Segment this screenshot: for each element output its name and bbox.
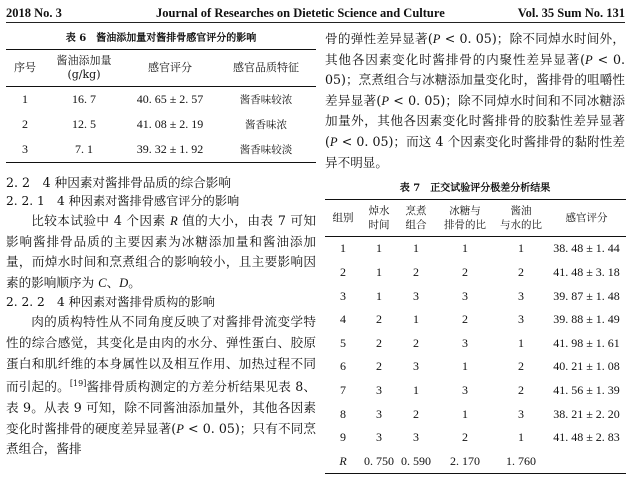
table7-cell: 2: [376, 312, 382, 327]
table7-cell: 1: [376, 241, 382, 256]
table6-header: 感官品质特征: [216, 50, 316, 87]
table7-cell: 41. 56 ± 1. 39: [553, 383, 620, 398]
table7-cell: 2: [413, 335, 419, 350]
table7-cell: 8: [340, 406, 346, 421]
table6-cell: 酱香味较浓: [239, 94, 293, 106]
volume-number: Vol. 35 Sum No. 131: [517, 6, 625, 20]
table-row: [325, 261, 626, 285]
table7-cell: 1: [462, 406, 468, 421]
table6-header: 感官评分: [124, 50, 216, 87]
table7-cell: 1: [376, 288, 382, 303]
table7-cell: 6: [340, 359, 346, 374]
table7-cell: 3: [413, 430, 419, 445]
table7-cell: 1: [462, 359, 468, 374]
table7-cell: 1: [340, 241, 346, 256]
table6-cell: 1: [22, 92, 28, 106]
table7-cell: 41. 48 ± 3. 18: [553, 265, 620, 280]
table6-header: 酱油添加量 (g/kg): [44, 50, 124, 87]
table7: [325, 199, 626, 474]
table6-cell: 16. 7: [72, 92, 96, 106]
table6-cell: 39. 32 ± 1. 92: [124, 137, 216, 163]
table7-cell: 3: [413, 288, 419, 303]
table7-cell: [547, 450, 626, 474]
table7-cell: 1: [518, 430, 524, 445]
table6-cell: 41. 08 ± 2. 19: [136, 117, 204, 131]
issue-number: 2018 No. 3: [6, 6, 62, 20]
table7-cell: 4: [340, 312, 346, 327]
table7-cell: 2: [413, 265, 419, 280]
table7-cell: 2: [462, 430, 468, 445]
table7-cell: 41. 48 ± 2. 83: [553, 430, 620, 445]
table7-cell: 3: [462, 335, 468, 350]
table7-cell: 2: [376, 359, 382, 374]
table7-cell: 3: [376, 383, 382, 398]
journal-title: Journal of Researches on Dietetic Science and Culture: [156, 6, 445, 20]
table7-cell: 3: [376, 406, 382, 421]
table6-cell: 酱香味较淡: [216, 137, 316, 163]
table-row: [325, 284, 626, 308]
header-rule: [6, 22, 625, 23]
table7-cell: 3: [462, 288, 468, 303]
paragraph: 比较本试验中 4 个因素 R 值的大小，由表 7 可知影响酱排骨品质的主要因素为冰糖添加量和酱油添加量，而焯水时间和烹煮组合的影响较小，且主要影响因素的影响顺序为 C、D。: [6, 213, 316, 290]
table7-cell: 1: [413, 312, 419, 327]
table7-cell: 2: [462, 265, 468, 280]
table-row: [6, 137, 316, 163]
table7-cell: 9: [340, 430, 346, 445]
table7-header: 酱油 与水的比: [495, 200, 547, 237]
table7-cell: 2: [376, 335, 382, 350]
table6: [6, 49, 316, 163]
table7-cell: 2: [518, 359, 524, 374]
table7-cell: 40. 21 ± 1. 08: [553, 359, 620, 374]
table-row: [325, 355, 626, 379]
table7-cell: 39. 87 ± 1. 48: [553, 288, 620, 303]
table7-cell: R: [325, 450, 361, 474]
table7-header: 冰糖与 排骨的比: [435, 200, 495, 237]
table6-cell: 12. 5: [72, 117, 96, 131]
table7-header-row: [325, 200, 626, 237]
table7-cell: 3: [413, 359, 419, 374]
table7-cell: 2: [340, 265, 346, 280]
table6-caption: 表 6 酱油添加量对酱排骨感官评分的影响: [65, 33, 257, 44]
table7-cell: 1: [462, 241, 468, 256]
paragraph: 肉的质构特性从不同角度反映了对酱排骨流变学特性的综合感觉，其变化是由肉的水分、弹性蛋白、胶原蛋白和肌纤维的本身属性以及相互作用、加热过程不同而引起的。[19]酱排骨质构测定的方差分析结果见表 8、表 9。从表 9 可知，除不同酱油添加量外，其他各因素变化时酱排骨的硬度差异显著(P < 0. 05)；只有不同烹煮组合，酱排: [6, 314, 316, 457]
table-row: [325, 426, 626, 450]
table7-header: 焯水 时间: [361, 200, 397, 237]
table-row: [6, 112, 316, 137]
table7-cell: 1: [413, 241, 419, 256]
table7-cell: 1: [413, 383, 419, 398]
table7-cell: 3: [518, 288, 524, 303]
table7-cell: 1: [518, 241, 524, 256]
section-heading-2-2-2: 2. 2. 2 4 种因素对酱排骨质构的影响: [6, 295, 215, 310]
table7-cell: 3: [340, 288, 346, 303]
left-column: [6, 29, 316, 460]
table-row: [325, 237, 626, 261]
table-row: [6, 87, 316, 113]
table-row: [325, 332, 626, 356]
table7-cell: 2: [462, 312, 468, 327]
table7-cell: 3: [462, 383, 468, 398]
table7-cell: 41. 98 ± 1. 61: [553, 335, 620, 350]
table7-cell: 7: [340, 383, 346, 398]
table6-cell: 酱香味浓: [245, 119, 287, 131]
table7-header: 烹煮 组合: [397, 200, 435, 237]
table7-cell: 3: [518, 312, 524, 327]
running-header: [6, 4, 625, 22]
table6-cell: 2: [22, 117, 28, 131]
table7-r-row: [325, 450, 626, 474]
table7-cell: 3: [518, 406, 524, 421]
table7-header: 组别: [325, 200, 361, 237]
table7-cell: 2: [518, 265, 524, 280]
table-row: [325, 308, 626, 332]
table7-cell: 38. 21 ± 2. 20: [553, 406, 620, 421]
table7-header: 感官评分: [547, 200, 626, 237]
table7-cell: 1: [376, 265, 382, 280]
table7-caption: 表 7 正交试验评分极差分析结果: [399, 183, 551, 195]
table7-cell: 2. 170: [435, 450, 495, 474]
table6-cell: 3: [6, 137, 44, 163]
paragraph: 骨的弹性差异显著(P < 0. 05)；除不同焯水时间外，其他各因素变化时酱排骨的内聚性差异显著(P < 0. 05)；烹煮组合与冰糖添加量变化时，酱排骨的咀嚼性差异显著(P < 0. 05)；除不同焯水时间和不同冰糖添加量外，其他各因素变化时酱排骨的胶黏性差异显著(P < 0. 05)；而这 4 个因素变化时酱排骨的黏附性差异不明显。: [325, 31, 625, 170]
table7-cell: 1. 760: [495, 450, 547, 474]
table7-cell: 2: [518, 383, 524, 398]
table7-cell: 5: [340, 335, 346, 350]
table6-cell: 7. 1: [44, 137, 124, 163]
table7-cell: 2: [413, 406, 419, 421]
table7-cell: 0. 750: [361, 450, 397, 474]
table6-header: 序号: [6, 50, 44, 87]
table7-cell: 1: [518, 335, 524, 350]
table-row: [325, 402, 626, 426]
table7-cell: 0. 590: [397, 450, 435, 474]
right-column: [325, 29, 625, 474]
table7-cell: 39. 88 ± 1. 49: [553, 312, 620, 327]
citation: [19]: [69, 379, 87, 389]
table7-cell: 3: [376, 430, 382, 445]
table7-cell: 38. 48 ± 1. 44: [553, 241, 620, 256]
table6-header-row: [6, 50, 316, 87]
section-heading-2-2-1: 2. 2. 1 4 种因素对酱排骨感官评分的影响: [6, 194, 240, 208]
table-row: [325, 379, 626, 403]
section-heading-2-2: 2. 2 4 种因素对酱排骨品质的综合影响: [6, 175, 231, 190]
table6-cell: 40. 65 ± 2. 57: [136, 92, 204, 106]
